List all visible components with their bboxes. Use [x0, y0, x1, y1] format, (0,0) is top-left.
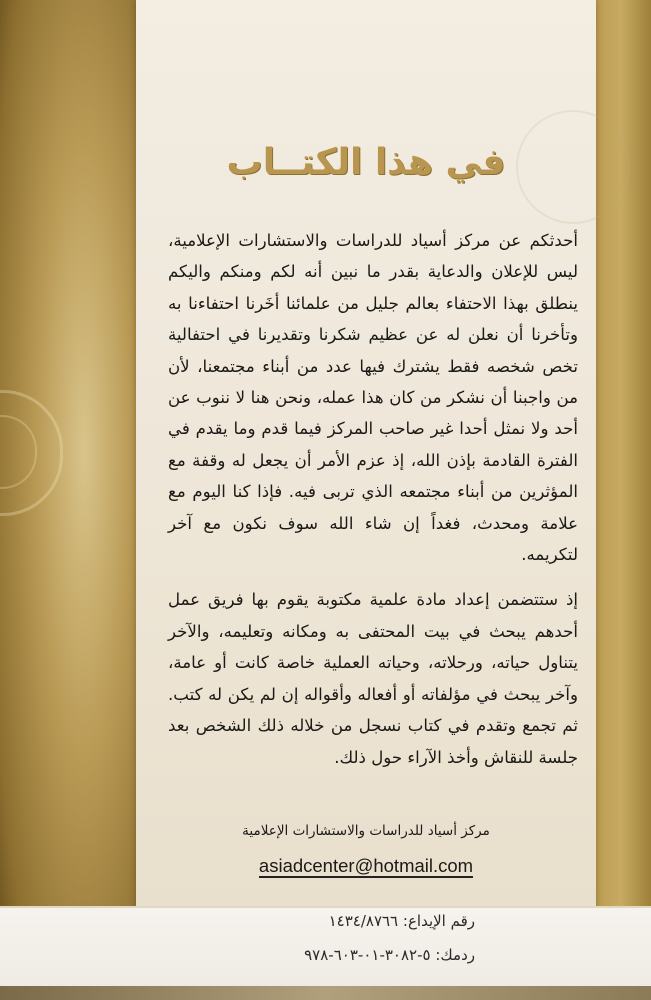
book-blurb-title: في هذا الكتــاب: [226, 142, 506, 183]
email-link[interactable]: asiadcenter@hotmail.com: [258, 855, 474, 876]
cover-bottom-edge: [0, 986, 651, 1000]
publisher-name: مركز أسياد للدراسات والاستشارات الإعلامية: [242, 823, 490, 839]
publisher-email: [146, 855, 586, 877]
blurb-paragraph-2: إذ ستتضمن إعداد مادة علمية مكتوبة يقوم بها فريق عمل أحدهم يبحث في بيت المحتفى به ومكانه وتعليمه، والآخر يتناول حياته، ورحلاته، وحياته العملية خاصة كانت أو عامة، وآخر يبحث في مؤلفاته أو أفعاله وأقواله إن لم يكن له كتب. ثم تجمع وتقدم في كتاب نسجل من خلاله ذلك الشخص بعد جلسة للنقاش وأخذ الآراء حول ذلك.: [168, 590, 578, 767]
isbn-number: ردمك: ٥-٣٠٨٢-٠١-٦٠٣-٩٧٨: [304, 946, 475, 964]
blurb-body: [168, 225, 578, 773]
deposit-number: رقم الإيداع: ١٤٣٤/٨٧٦٦: [328, 912, 475, 930]
blurb-paragraph-1: أحدثكم عن مركز أسياد للدراسات والاستشارات الإعلامية، ليس للإعلان والدعاية بقدر ما نبين أنه لكم ومنكم واليكم ينطلق بهذا الاحتفاء بعالم جليل من علمائنا أخَرنا احتفاءنا به وتأخرنا أن نعلن له عن عظيم شكرنا وتقديرنا في احتفالية تخص شخصه فقط يشترك فيها عدد من أبناء مجتمعنا، لأن من واجبنا أن نشكر من كان هذا عمله، ونحن هنا لا ننوب عن أحد ولا نمثل أحدا غير صاحب المركز فيما قدم وما يقدم في الفترة القادمة بإذن الله، إذ عزم الأمر أن يجعل له وقفة مع المؤثرين من أبناء مجتمعه الذي تربى فيه. فإذا كنا اليوم مع علامة ومحدث، فغداً إن شاء الله سوف نكون مع آخر لتكريمه.: [168, 231, 578, 565]
